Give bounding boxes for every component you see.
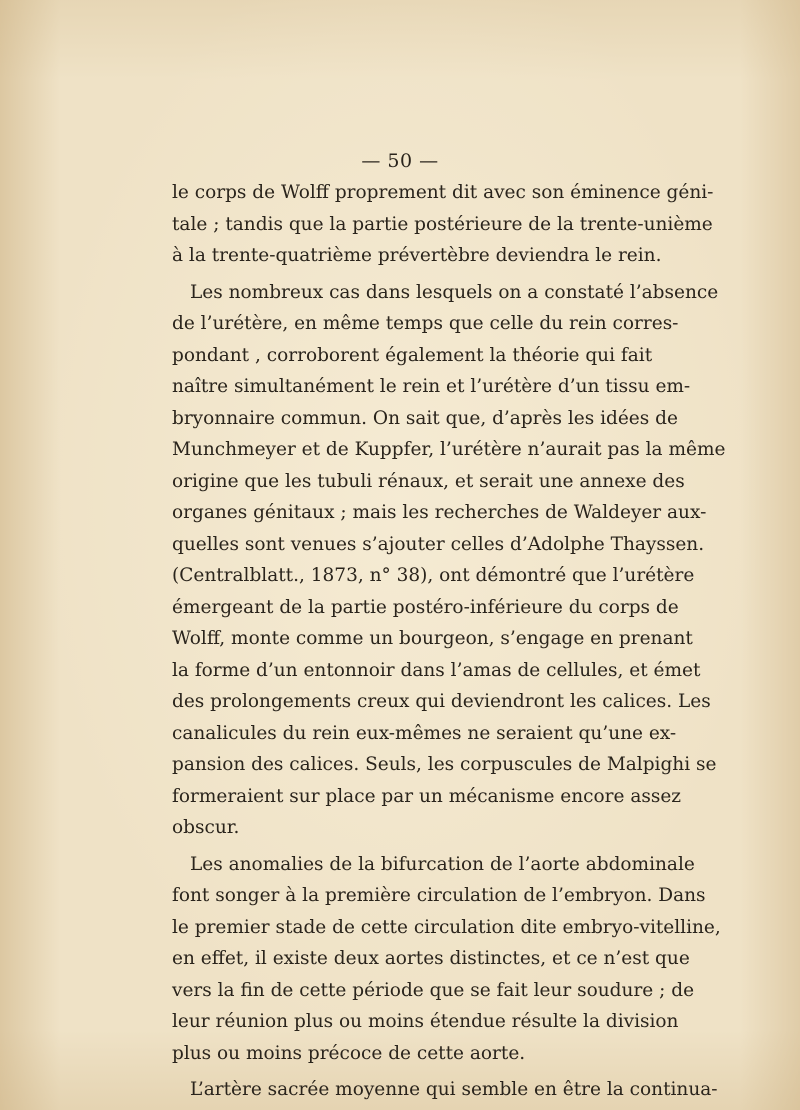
- text-line: à la trente-quatrième prévertèbre deviendra le rein.: [172, 245, 662, 266]
- text-line: obscur.: [172, 817, 240, 838]
- text-line: quelles sont venues s’ajouter celles d’Adolphe Thayssen.: [172, 533, 705, 555]
- text-line: Les anomalies de la bifurcation de l’aorte abdominale: [190, 853, 695, 875]
- text-line: le corps de Wolff proprement dit avec son éminence géni-: [172, 182, 714, 203]
- text-line: tale ; tandis que la partie postérieure de la trente-unième: [172, 213, 713, 235]
- text-line: des prolongements creux qui deviendront les calices. Les: [172, 691, 711, 712]
- text-line: Wolff, monte comme un bourgeon, s’engage en prenant: [172, 628, 693, 649]
- text-line: Munchmeyer et de Kuppfer, l’urétère n’aurait pas la même: [172, 439, 726, 460]
- text-line: font songer à la première circulation de l’embryon. Dans: [172, 885, 706, 906]
- text-line: canalicules du rein eux-mêmes ne seraient qu’une ex-: [172, 722, 677, 744]
- text-line: origine que les tubuli rénaux, et serait une annexe des: [172, 470, 685, 492]
- text-line: émergeant de la partie postéro-inférieure du corps de: [172, 596, 679, 618]
- text-line: bryonnaire commun. On sait que, d’après les idées de: [172, 407, 678, 429]
- text-line: plus ou moins précoce de cette aorte.: [172, 1042, 526, 1064]
- text-line: de l’urétère, en même temps que celle du rein corres-: [172, 313, 679, 334]
- text-line: leur réunion plus ou moins étendue résulte la division: [172, 1011, 679, 1032]
- text-line: naître simultanément le rein et l’urétère d’un tissu em-: [172, 376, 691, 397]
- text-line: L’artère sacrée moyenne qui semble en être la continua-: [190, 1079, 718, 1100]
- text-line: pondant , corroborent également la théorie qui fait: [172, 344, 653, 366]
- text-line: formeraient sur place par un mécanisme encore assez: [172, 785, 682, 807]
- page-number: — 50 —: [361, 150, 439, 172]
- text-line: vers la fin de cette période que se fait leur soudure ; de: [172, 979, 695, 1001]
- text-line: la forme d’un entonnoir dans l’amas de cellules, et émet: [172, 659, 701, 681]
- text-line: organes génitaux ; mais les recherches de Waldeyer aux-: [172, 502, 707, 523]
- text-line: (Centralblatt., 1873, n° 38), ont démontré que l’urétère: [172, 565, 695, 586]
- text-line: Les nombreux cas dans lesquels on a constaté l’absence: [190, 281, 719, 303]
- text-line: en effet, il existe deux aortes distinctes, et ce n’est que: [172, 948, 690, 969]
- text-line: le premier stade de cette circulation dite embryo-vitelline,: [172, 916, 721, 938]
- body-text: [172, 177, 726, 1106]
- text-line: pansion des calices. Seuls, les corpuscules de Malpighi se: [172, 754, 717, 775]
